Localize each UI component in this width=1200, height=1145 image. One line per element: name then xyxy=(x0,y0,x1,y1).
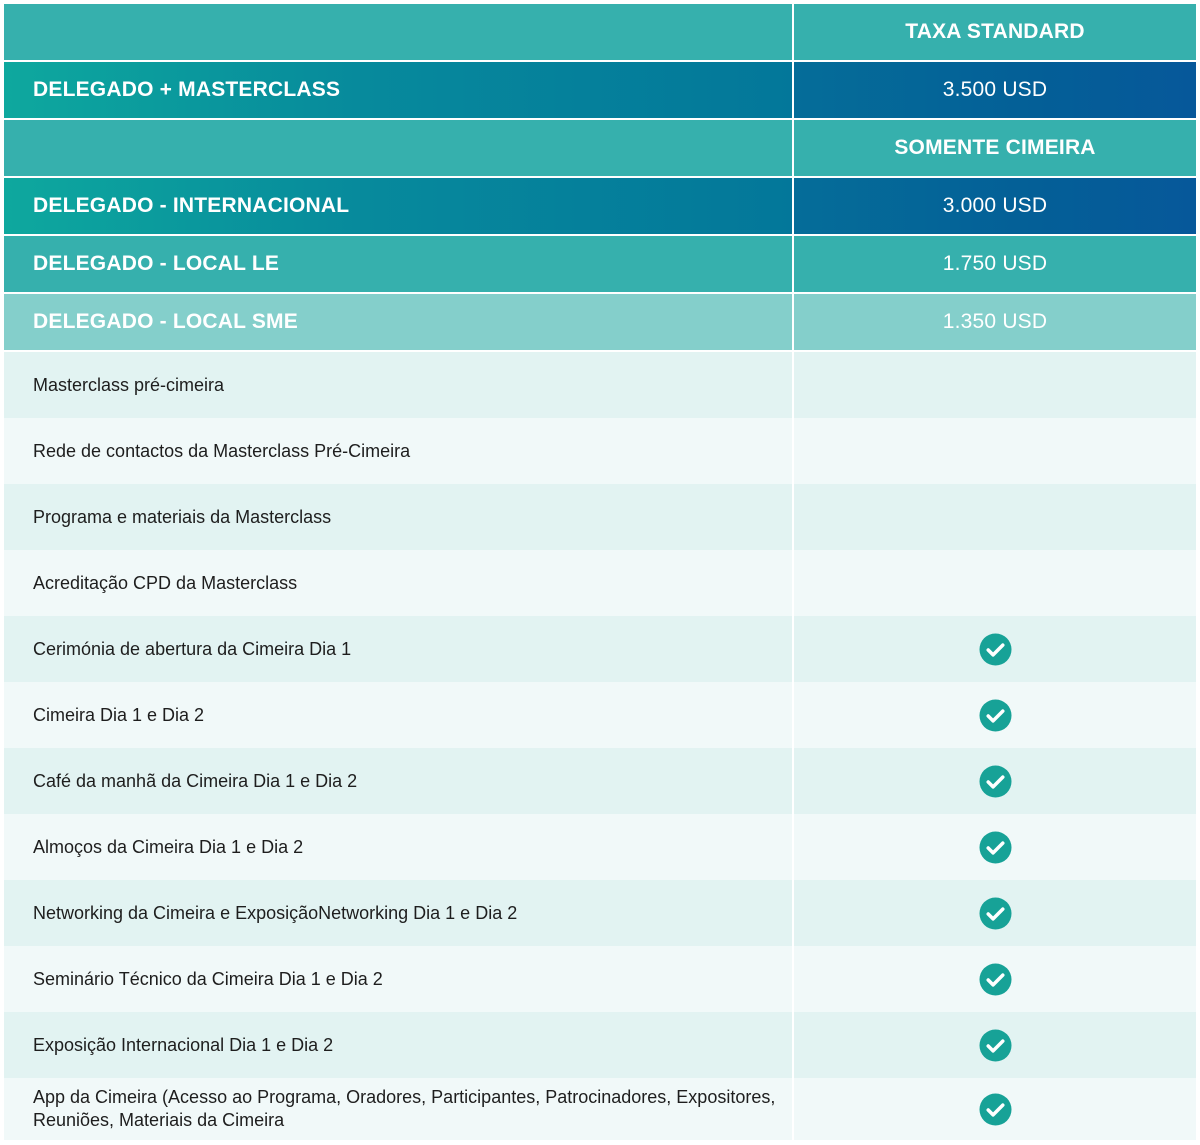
feature-label: Programa e materiais da Masterclass xyxy=(4,484,792,550)
pricing-value: 1.350 USD xyxy=(794,294,1196,350)
pricing-value: 3.000 USD xyxy=(794,178,1196,234)
feature-status-cell xyxy=(794,1078,1196,1140)
pricing-row-delegate-international xyxy=(4,178,1196,234)
feature-status-cell xyxy=(794,616,1196,682)
pricing-label: DELEGADO - LOCAL SME xyxy=(4,294,792,350)
header-row-summit-only xyxy=(4,120,1196,176)
summit-only-heading: SOMENTE CIMEIRA xyxy=(794,120,1196,176)
feature-label: Almoços da Cimeira Dia 1 e Dia 2 xyxy=(4,814,792,880)
feature-label: App da Cimeira (Acesso ao Programa, Oradores, Participantes, Patrocinadores, Expositores, Reuniões, Materiais da Cimeira xyxy=(4,1078,792,1140)
feature-row xyxy=(4,352,1196,418)
header-empty-cell xyxy=(4,4,792,60)
pricing-value: 1.750 USD xyxy=(794,236,1196,292)
feature-row xyxy=(4,748,1196,814)
feature-status-cell xyxy=(794,418,1196,484)
check-circle-icon xyxy=(979,897,1012,930)
feature-status-cell xyxy=(794,880,1196,946)
feature-label: Café da manhã da Cimeira Dia 1 e Dia 2 xyxy=(4,748,792,814)
feature-label: Rede de contactos da Masterclass Pré-Cimeira xyxy=(4,418,792,484)
check-circle-icon xyxy=(979,765,1012,798)
pricing-row-delegate-local-sme xyxy=(4,294,1196,350)
feature-row xyxy=(4,1078,1196,1140)
feature-status-cell xyxy=(794,946,1196,1012)
feature-label: Seminário Técnico da Cimeira Dia 1 e Dia 2 xyxy=(4,946,792,1012)
feature-label: Networking da Cimeira e ExposiçãoNetworking Dia 1 e Dia 2 xyxy=(4,880,792,946)
feature-status-cell xyxy=(794,814,1196,880)
feature-label: Masterclass pré-cimeira xyxy=(4,352,792,418)
feature-status-cell xyxy=(794,484,1196,550)
check-circle-icon xyxy=(979,1093,1012,1126)
feature-row xyxy=(4,880,1196,946)
pricing-row-delegate-local-le xyxy=(4,236,1196,292)
feature-row xyxy=(4,418,1196,484)
check-circle-icon xyxy=(979,831,1012,864)
feature-row xyxy=(4,1012,1196,1078)
feature-row xyxy=(4,682,1196,748)
feature-status-cell xyxy=(794,550,1196,616)
pricing-label: DELEGADO - LOCAL LE xyxy=(4,236,792,292)
feature-status-cell xyxy=(794,748,1196,814)
pricing-value: 3.500 USD xyxy=(794,62,1196,118)
feature-row xyxy=(4,814,1196,880)
feature-label: Cerimónia de abertura da Cimeira Dia 1 xyxy=(4,616,792,682)
feature-label: Cimeira Dia 1 e Dia 2 xyxy=(4,682,792,748)
feature-row xyxy=(4,484,1196,550)
header-row-standard-fee xyxy=(4,4,1196,60)
pricing-table xyxy=(4,4,1196,1140)
feature-label: Acreditação CPD da Masterclass xyxy=(4,550,792,616)
feature-row xyxy=(4,616,1196,682)
check-circle-icon xyxy=(979,633,1012,666)
standard-fee-heading: TAXA STANDARD xyxy=(794,4,1196,60)
pricing-row-delegate-masterclass xyxy=(4,62,1196,118)
feature-row xyxy=(4,550,1196,616)
feature-status-cell xyxy=(794,1012,1196,1078)
pricing-label: DELEGADO + MASTERCLASS xyxy=(4,62,792,118)
feature-row xyxy=(4,946,1196,1012)
check-circle-icon xyxy=(979,1029,1012,1062)
check-circle-icon xyxy=(979,699,1012,732)
header-empty-cell xyxy=(4,120,792,176)
features-list xyxy=(4,352,1196,1140)
pricing-label: DELEGADO - INTERNACIONAL xyxy=(4,178,792,234)
feature-status-cell xyxy=(794,682,1196,748)
feature-status-cell xyxy=(794,352,1196,418)
check-circle-icon xyxy=(979,963,1012,996)
feature-label: Exposição Internacional Dia 1 e Dia 2 xyxy=(4,1012,792,1078)
